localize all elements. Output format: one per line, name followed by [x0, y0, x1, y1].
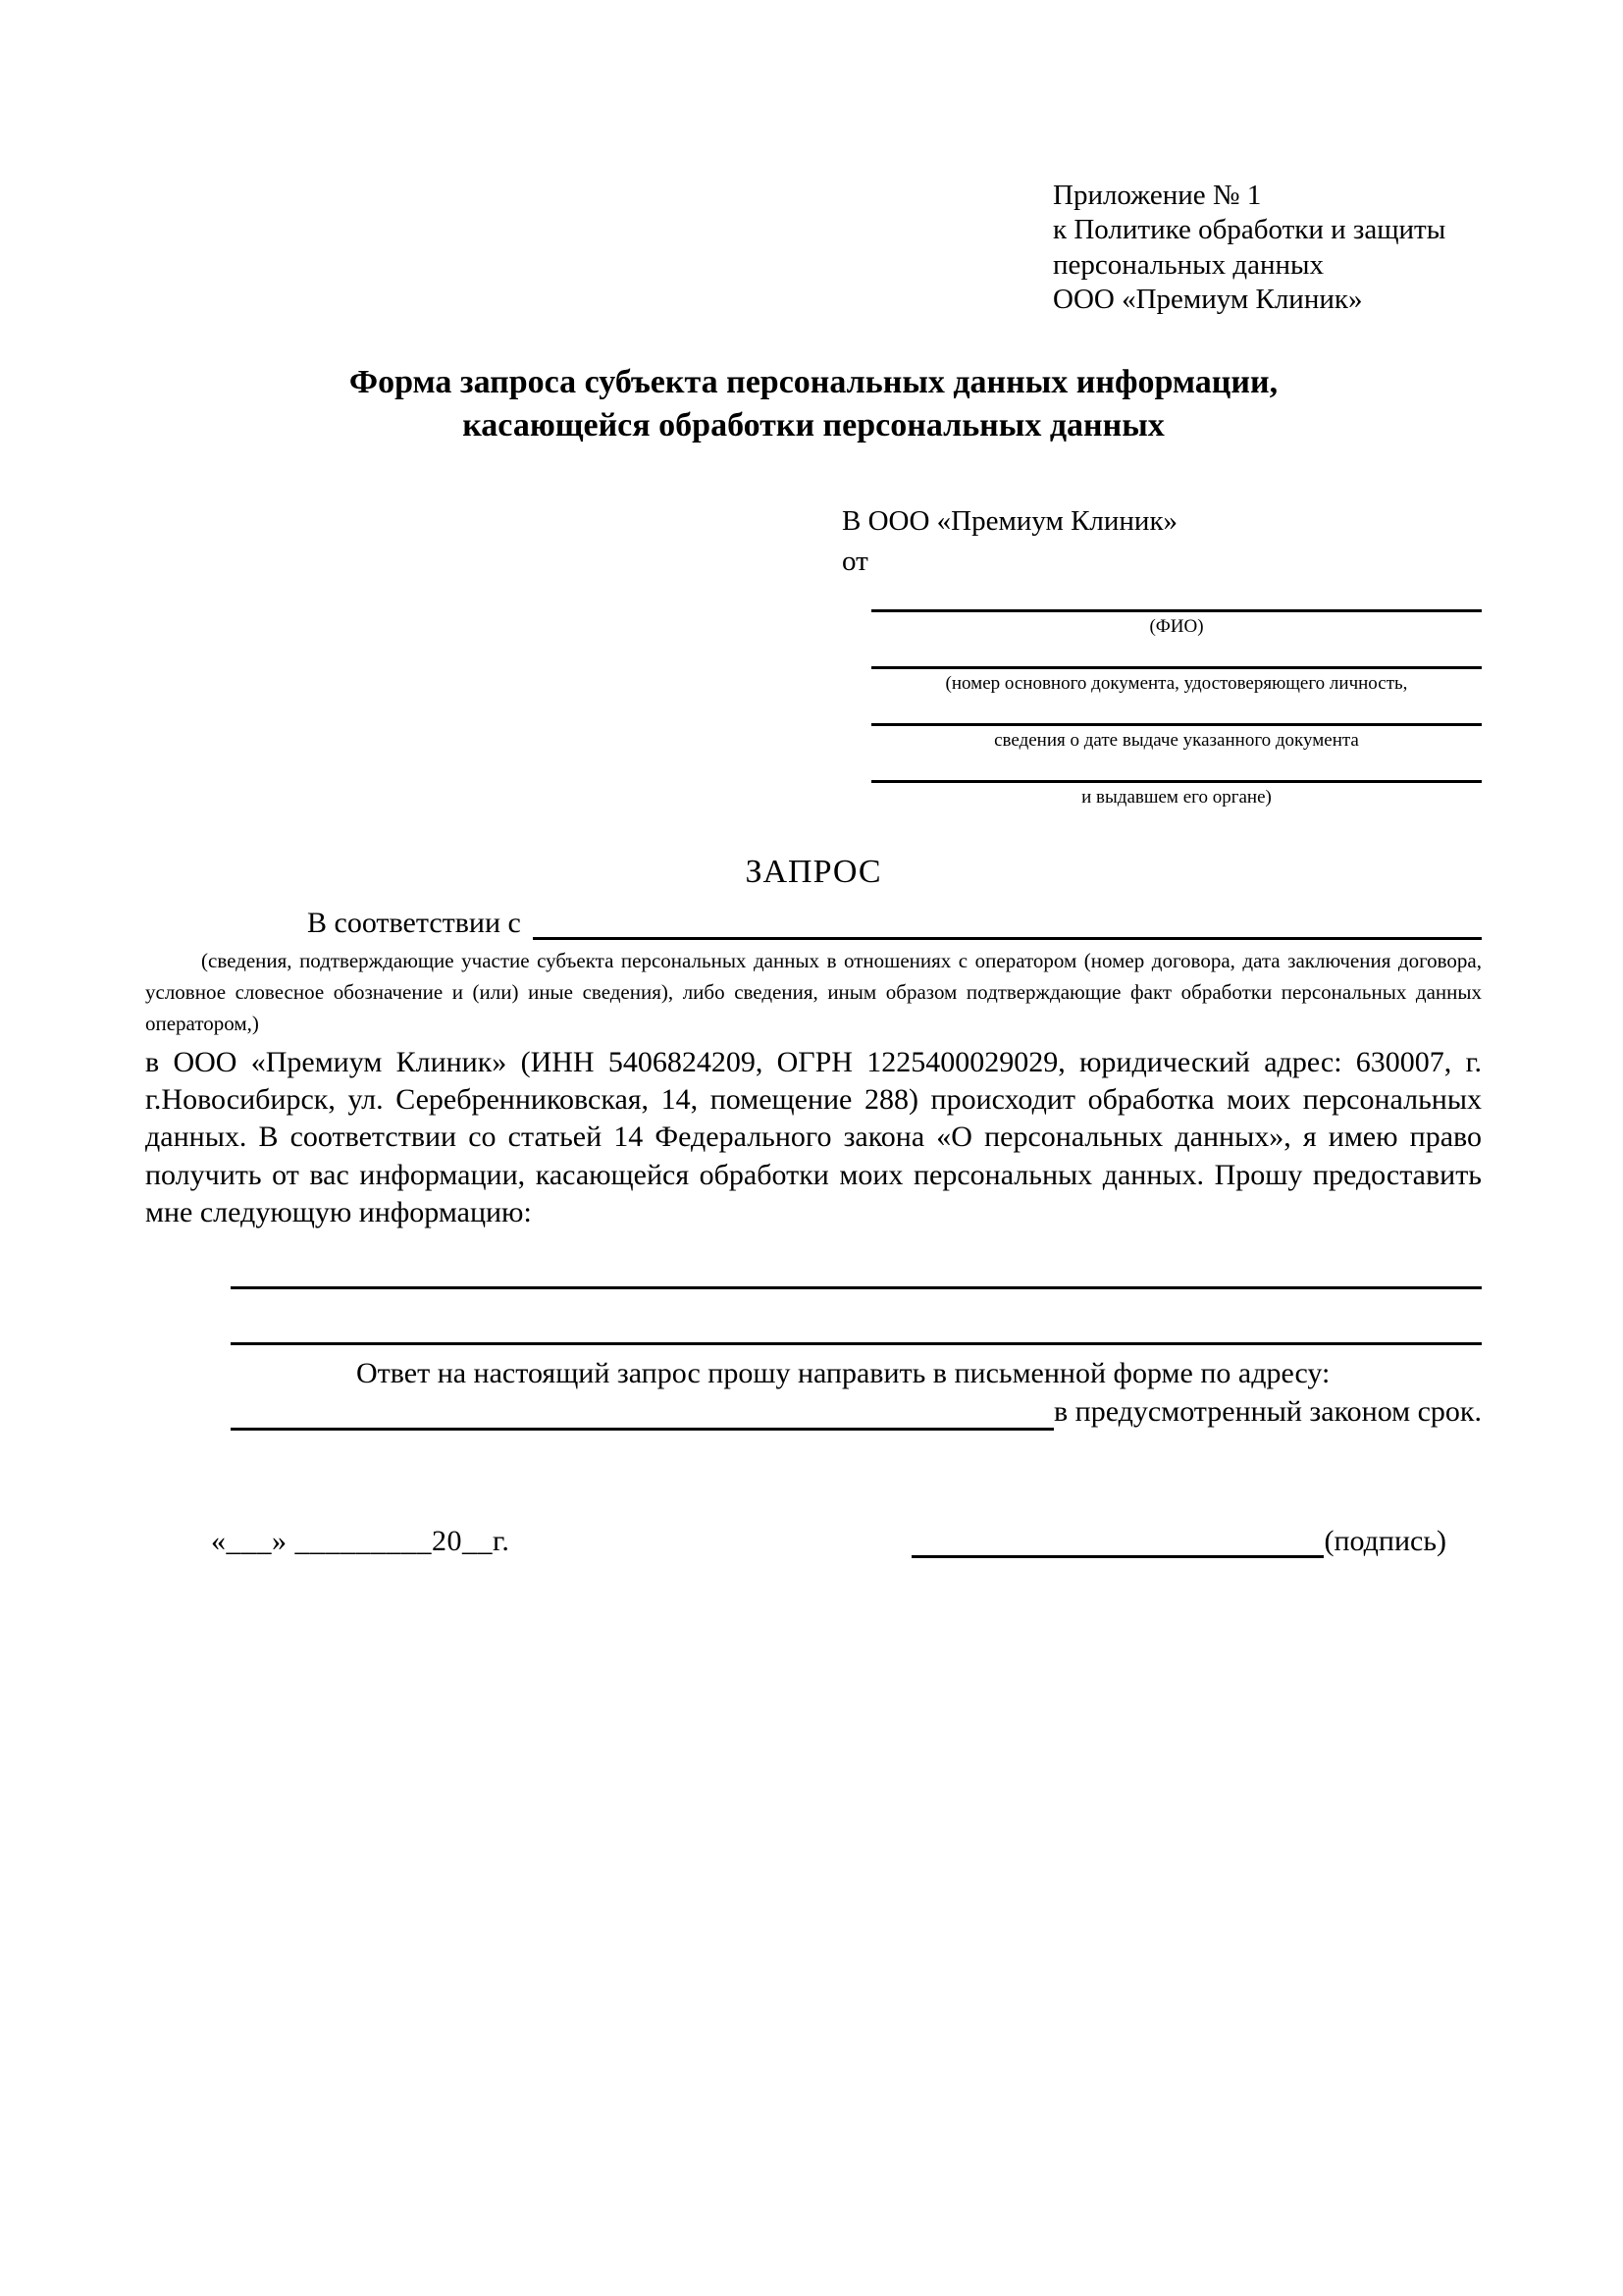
- issue-date-caption: сведения о дате выдаче указанного документа: [994, 730, 1359, 752]
- addressee-from: от: [842, 545, 868, 577]
- signature-blank-line: [912, 1527, 1324, 1558]
- accordance-line: [145, 907, 1482, 940]
- appendix-block: [1053, 179, 1482, 318]
- address-blank-line: [231, 1399, 1054, 1431]
- issue-date-field: [871, 695, 1482, 752]
- document-number-blank-line: [871, 638, 1482, 669]
- issuing-authority-caption: и выдавшем его органе): [1081, 786, 1272, 808]
- fio-caption: (ФИО): [1149, 616, 1204, 638]
- answer-tail-text: в предусмотренный законом срок.: [1054, 1394, 1482, 1428]
- issuing-authority-field: [871, 752, 1482, 809]
- appendix-line: персональных данных: [1053, 248, 1325, 281]
- addressee-block: [842, 501, 1482, 809]
- appendix-line: ООО «Премиум Клиник»: [1053, 284, 1363, 316]
- accordance-text: В соответствии с: [307, 906, 521, 939]
- request-body-paragraph: в ООО «Премиум Клиник» (ИНН 5406824209, ОГРН 1225400029029, юридический адрес: 630007, г. г.Новосибирск, ул. Серебренниковская, 14, помещение 288) происходит обработка моих персональных данных. В соответствии со статьей 14 Федерального закона «О персональных данных», я имею право получить от вас информации, касающейся обработки моих персональных данных. Прошу предоставить мне следующую информацию:: [145, 1045, 1482, 1229]
- document-number-field: [871, 638, 1482, 695]
- document-title: [145, 361, 1482, 449]
- fio-field: [871, 581, 1482, 638]
- accordance-blank-line: [533, 907, 1482, 940]
- signature-group: [912, 1525, 1446, 1558]
- small-print-note: (сведения, подтверждающие участие субъекта персональных данных в отношениях с оператором (номер договора, дата заключения договора, условное словесное обозначение и (или) иные сведения), либо сведения, иным образом подтверждающие факт обработки персональных данных оператором,): [145, 948, 1482, 1035]
- answer-address-line: [145, 1393, 1482, 1431]
- info-blank-line-1: [231, 1286, 1482, 1289]
- addressee-to: В ООО «Премиум Клиник»: [842, 505, 1178, 538]
- issuing-authority-blank-line: [871, 752, 1482, 783]
- request-heading: ЗАПРОС: [745, 853, 882, 890]
- document-number-caption: (номер основного документа, удостоверяющего личность,: [945, 673, 1408, 695]
- info-blank-line-2: [231, 1342, 1482, 1345]
- document-title-line: касающейся обработки персональных данных: [462, 407, 1165, 444]
- issue-date-blank-line: [871, 695, 1482, 726]
- fio-blank-line: [871, 581, 1482, 612]
- answer-instruction: Ответ на настоящий запрос прошу направить в письменной форме по адресу:: [356, 1357, 1331, 1390]
- signature-caption: (подпись): [1324, 1525, 1446, 1558]
- date-blank: «___» _________20__г.: [211, 1525, 510, 1558]
- appendix-line: к Политике обработки и защиты: [1053, 214, 1446, 246]
- appendix-line: Приложение № 1: [1053, 180, 1262, 211]
- document-title-line: Форма запроса субъекта персональных данных информации,: [348, 363, 1279, 400]
- date-signature-row: [145, 1525, 1482, 1558]
